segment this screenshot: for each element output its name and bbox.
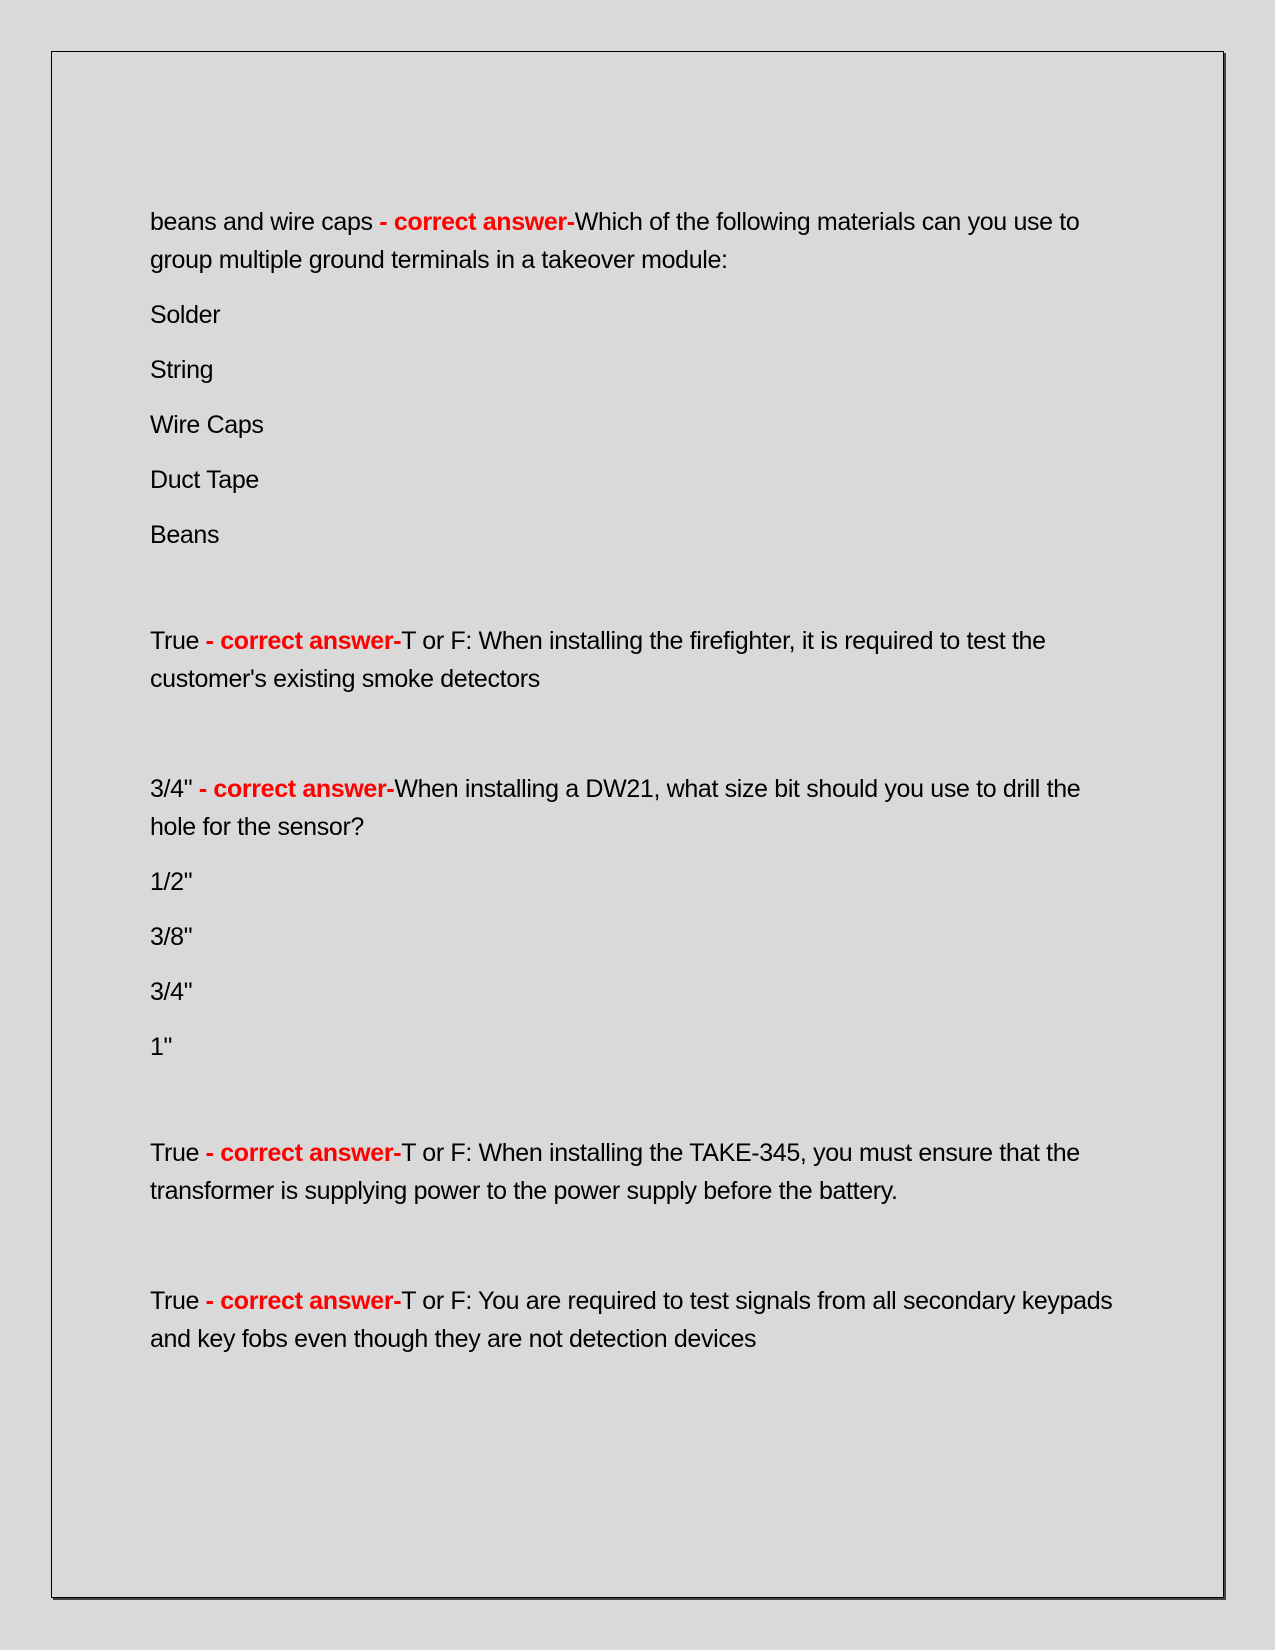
- question-text: When installing a DW21, what size bit should you use to drill the hole for the sensor?: [150, 775, 1081, 841]
- qa-item: [150, 1134, 1130, 1210]
- qa-item: [150, 770, 1130, 1066]
- option-item: 3/8": [150, 923, 193, 951]
- answer-text: True: [150, 1139, 200, 1167]
- qa-text: [150, 770, 1130, 846]
- option-item: Solder: [150, 301, 221, 329]
- answer-text: 3/4": [150, 775, 193, 803]
- qa-text: [150, 1282, 1130, 1358]
- option-item: String: [150, 356, 214, 384]
- option-item: 1": [150, 1033, 173, 1061]
- option-item: 3/4": [150, 978, 193, 1006]
- option-item: Wire Caps: [150, 411, 264, 439]
- qa-item: [150, 1282, 1130, 1358]
- correct-answer-label: - correct answer-: [199, 1139, 402, 1167]
- correct-answer-label: - correct answer-: [192, 775, 395, 803]
- question-text: T or F: When installing the TAKE-345, you must ensure that the transformer is supplying power to the power supply before the battery.: [150, 1139, 1080, 1205]
- question-text: Which of the following materials can you use to group multiple ground terminals in a takeover module:: [150, 208, 1080, 274]
- qa-item: [150, 622, 1130, 698]
- answer-text: True: [150, 627, 200, 655]
- option-item: Beans: [150, 521, 220, 549]
- option-item: Duct Tape: [150, 466, 259, 494]
- correct-answer-label: - correct answer-: [199, 627, 402, 655]
- question-text: T or F: You are required to test signals from all secondary keypads and key fobs even though they are not detection devices: [150, 1287, 1113, 1353]
- answer-text: beans and wire caps: [150, 208, 373, 236]
- document-content: [150, 203, 1130, 1358]
- qa-text: [150, 622, 1130, 698]
- answer-text: True: [150, 1287, 200, 1315]
- question-text: T or F: When installing the firefighter, it is required to test the customer's existing smoke detectors: [150, 627, 1046, 693]
- correct-answer-label: - correct answer-: [372, 208, 575, 236]
- qa-text: [150, 203, 1130, 279]
- qa-text: [150, 1134, 1130, 1210]
- option-item: 1/2": [150, 868, 193, 896]
- correct-answer-label: - correct answer-: [199, 1287, 402, 1315]
- qa-item: [150, 203, 1130, 554]
